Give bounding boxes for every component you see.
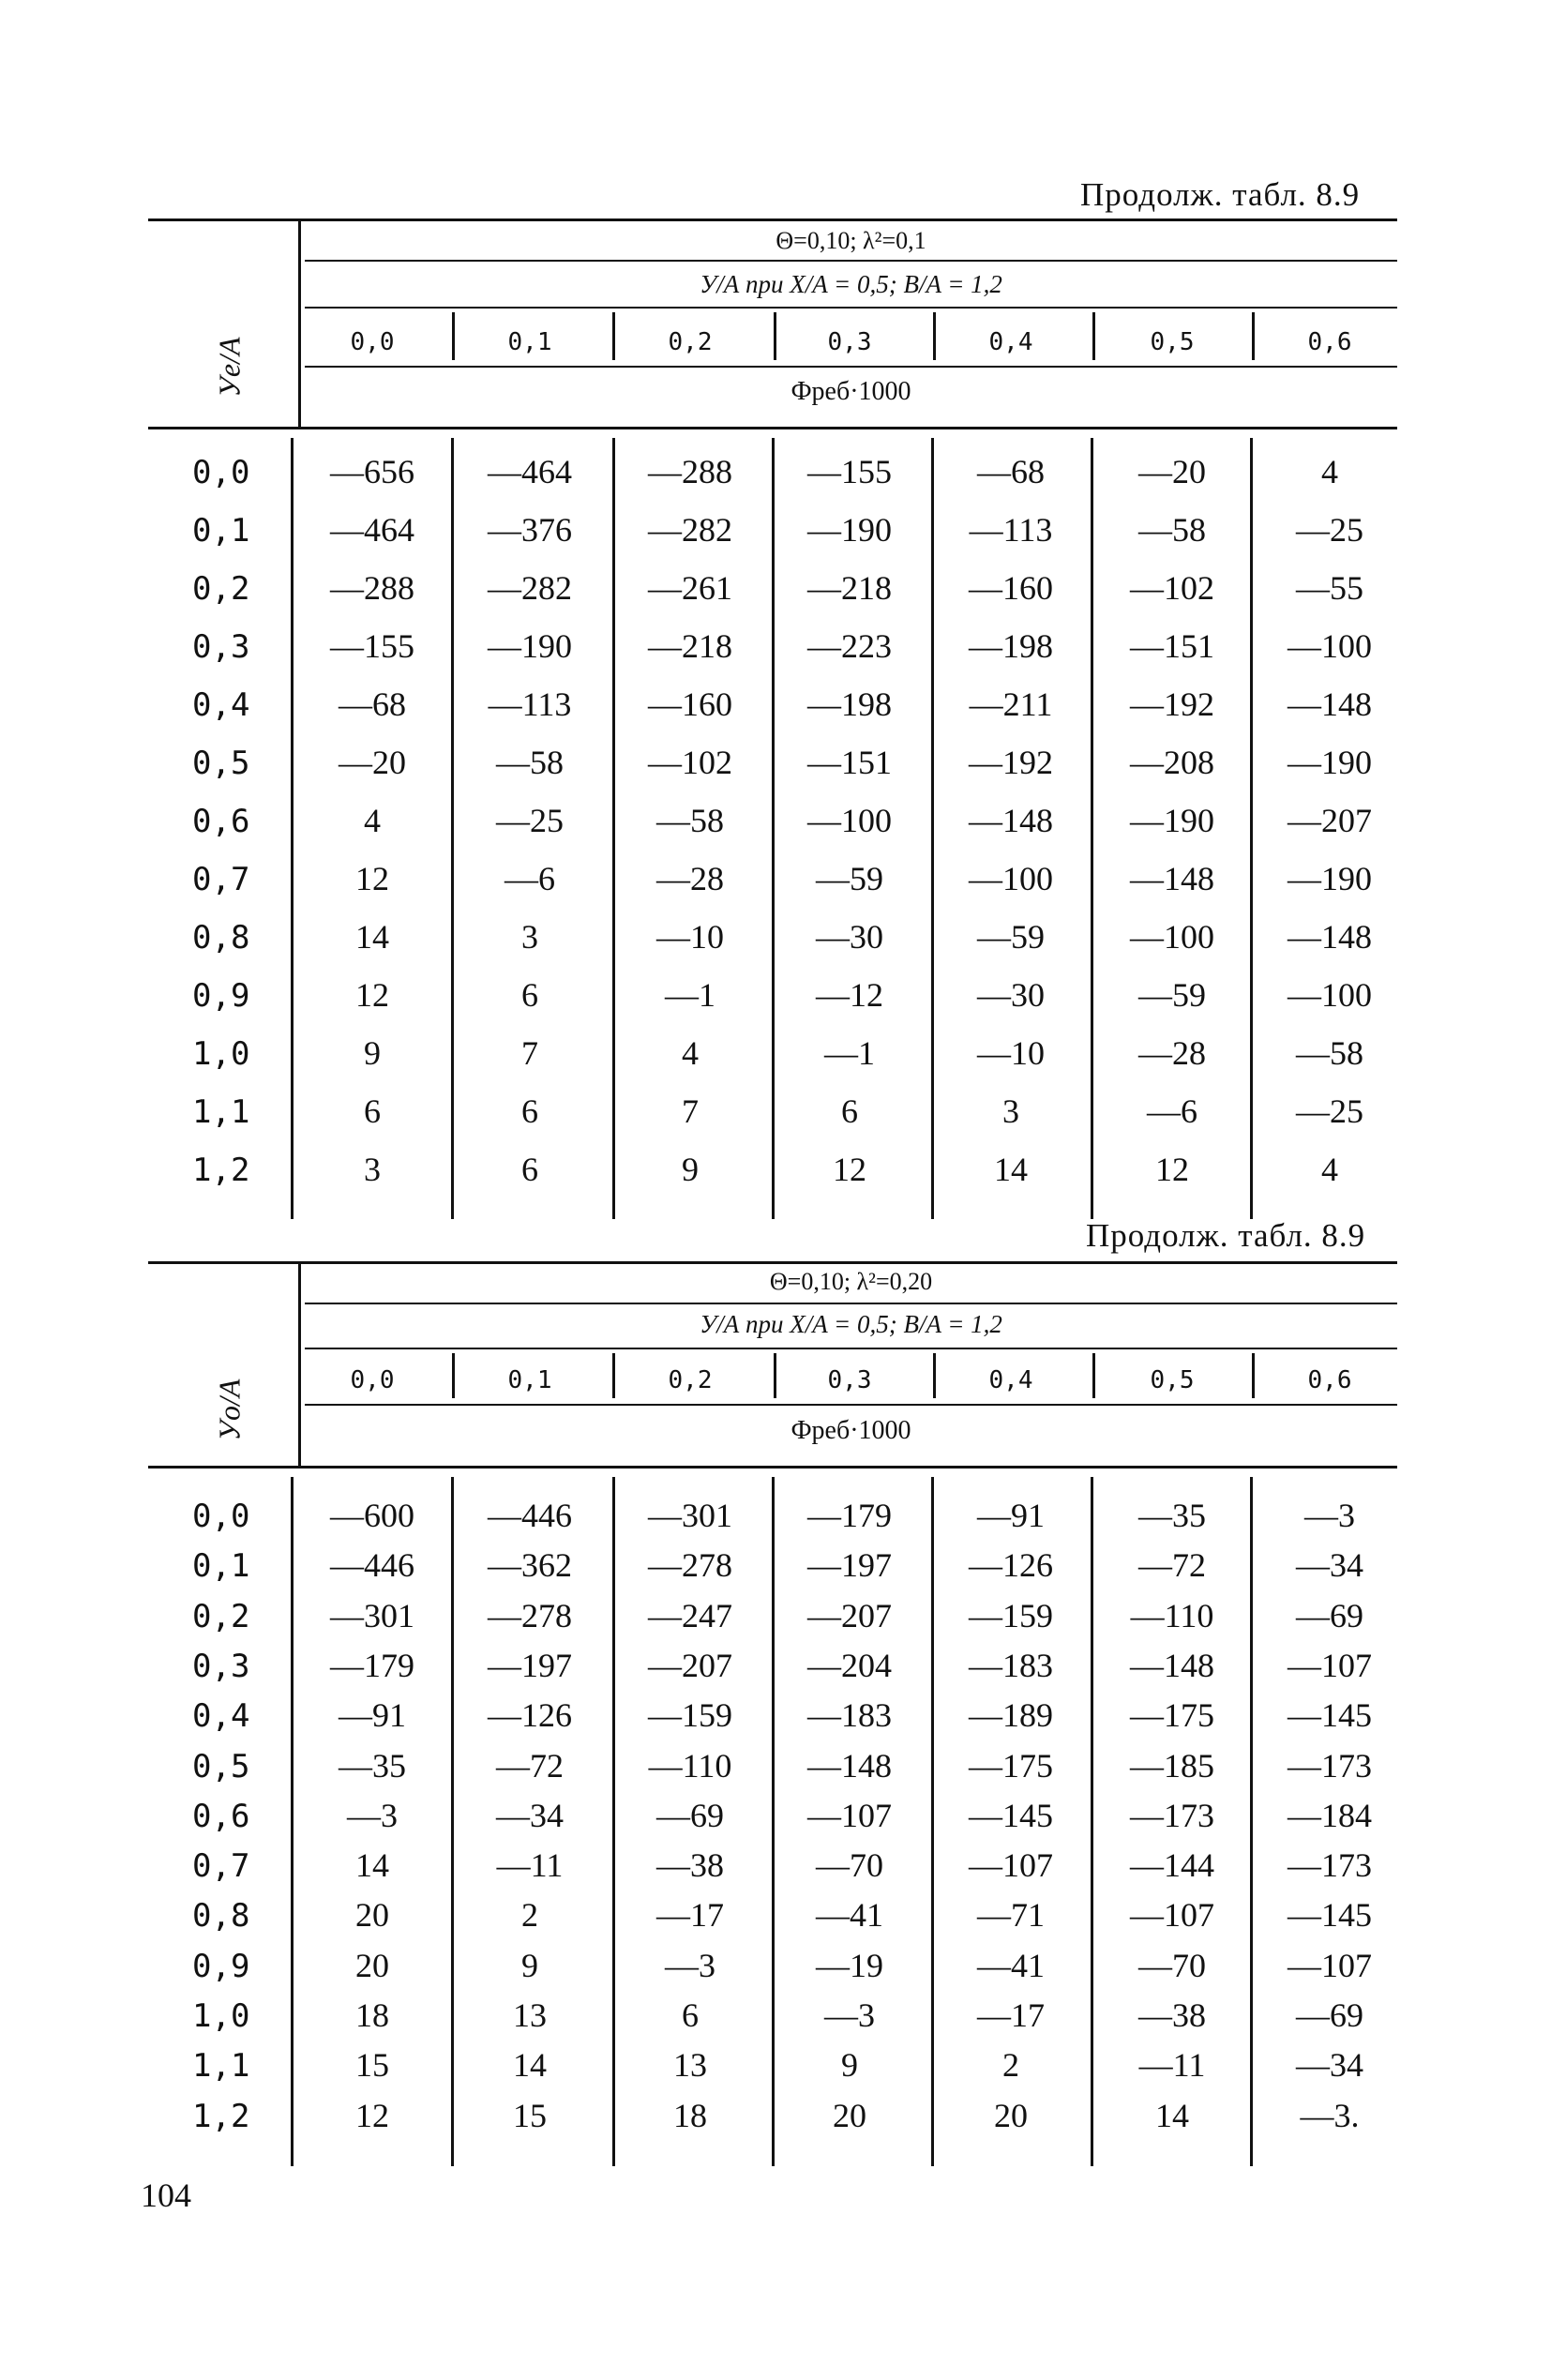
table-params: Θ=0,10; λ²=0,20 <box>769 1268 933 1295</box>
value-label: Фреб·1000 <box>791 1416 911 1445</box>
table-cell: —197 <box>488 1646 572 1684</box>
page-number: 104 <box>141 2177 191 2214</box>
table-cell: —173 <box>1287 1746 1372 1785</box>
table-cell: —71 <box>977 1896 1045 1935</box>
table-cell: —151 <box>1130 627 1214 665</box>
table-cell: 20 <box>994 2096 1028 2134</box>
table-cell: 3 <box>521 918 538 956</box>
table-cell: 14 <box>355 1846 389 1885</box>
table-cell: —160 <box>648 685 732 723</box>
rule-line <box>305 260 1397 262</box>
table-cell: —464 <box>488 453 572 490</box>
table-cell: 6 <box>364 1092 381 1130</box>
row-y-value: 0,5 <box>192 745 250 782</box>
rule-line <box>148 1466 1397 1469</box>
table-cell: 15 <box>513 2096 547 2134</box>
table-cell: 12 <box>355 2096 389 2134</box>
table-cell: —34 <box>1296 1546 1363 1585</box>
rule-line <box>148 1261 1397 1264</box>
row-y-value: 1,1 <box>192 2047 250 2086</box>
row-y-value: 1,0 <box>192 1997 250 2035</box>
table-params: Θ=0,10; λ²=0,1 <box>776 227 926 254</box>
table-cell: —278 <box>648 1546 732 1585</box>
table-cell: —656 <box>330 453 414 490</box>
row-y-value: 0,6 <box>192 1797 250 1835</box>
table-cell: —17 <box>656 1896 724 1935</box>
table-cell: —184 <box>1287 1796 1372 1834</box>
table-cell: —179 <box>807 1497 892 1534</box>
table-subheader: У/А при X/A = 0,5; B/A = 1,2 <box>700 1310 1002 1338</box>
table-cell: —148 <box>1130 1646 1214 1684</box>
row-y-value: 0,3 <box>192 628 250 666</box>
table-cell: —100 <box>1287 976 1372 1014</box>
table-cell: —173 <box>1130 1796 1214 1834</box>
row-y-value: 0,0 <box>192 1498 250 1535</box>
column-divider <box>1092 312 1095 360</box>
column-header: 0,1 <box>507 328 552 356</box>
table-cell: 9 <box>682 1151 699 1188</box>
table-cell: 20 <box>355 1896 389 1935</box>
table-cell: 9 <box>364 1034 381 1072</box>
table-cell: —1 <box>665 976 715 1014</box>
row-y-value: 0,2 <box>192 1597 250 1635</box>
row-y-value: 0,0 <box>192 454 250 491</box>
table-cell: —58 <box>1138 511 1206 549</box>
row-y-value: 0,2 <box>192 570 250 608</box>
table-cell: —30 <box>816 918 883 956</box>
column-header: 0,6 <box>1307 1366 1352 1394</box>
rule-line <box>305 1404 1397 1406</box>
table-cell: —68 <box>977 453 1045 490</box>
row-y-value: 0,9 <box>192 1947 250 1985</box>
table-cell: 4 <box>1321 1151 1338 1188</box>
column-divider <box>612 1353 615 1398</box>
table-cell: 6 <box>682 1996 699 2034</box>
table-cell: —204 <box>807 1646 892 1684</box>
table-cell: 12 <box>1155 1151 1189 1188</box>
table-cell: 6 <box>521 1092 538 1130</box>
table-cell: —55 <box>1296 569 1363 607</box>
column-header: 0,3 <box>827 1366 872 1394</box>
table-cell: —3. <box>1300 2096 1360 2134</box>
row-y-value: 0,3 <box>192 1647 250 1685</box>
table-cell: —107 <box>807 1796 892 1834</box>
table-cell: —35 <box>1138 1497 1206 1534</box>
row-y-value: 0,1 <box>192 512 250 550</box>
table-cell: —91 <box>977 1497 1045 1534</box>
table-cell: 13 <box>673 2046 707 2085</box>
table-subheader: У/А при X/A = 0,5; B/A = 1,2 <box>700 270 1002 298</box>
rule-line <box>305 1348 1397 1349</box>
rule-line <box>305 1303 1397 1304</box>
column-header: 0,2 <box>668 328 713 356</box>
table-cell: —247 <box>648 1596 732 1634</box>
row-y-value: 1,2 <box>192 1152 250 1189</box>
table-cell: —102 <box>648 744 732 781</box>
table-cell: —190 <box>807 511 892 549</box>
table-cell: —175 <box>1130 1696 1214 1735</box>
table-cell: —144 <box>1130 1846 1214 1885</box>
table-cell: —173 <box>1287 1846 1372 1885</box>
table-cell: —278 <box>488 1596 572 1634</box>
table-cell: 2 <box>1002 2046 1019 2085</box>
table-cell: —100 <box>1130 918 1214 956</box>
table-cell: —282 <box>648 511 732 549</box>
table-cell: —190 <box>1287 744 1372 781</box>
table-cell: —301 <box>648 1497 732 1534</box>
table-cell: —301 <box>330 1596 414 1634</box>
table-cell: —282 <box>488 569 572 607</box>
table-cell: —28 <box>1138 1034 1206 1072</box>
table-cell: —376 <box>488 511 572 549</box>
table-cell: 20 <box>355 1946 389 1984</box>
row-y-value: 0,8 <box>192 919 250 957</box>
column-header: 0,4 <box>988 328 1033 356</box>
column-divider <box>933 1353 936 1398</box>
table-cell: —1 <box>824 1034 875 1072</box>
table-cell: —151 <box>807 744 892 781</box>
table-cell: —58 <box>1296 1034 1363 1072</box>
table-cell: —34 <box>1296 2046 1363 2085</box>
table-cell: —148 <box>969 802 1053 839</box>
table-cell: —192 <box>969 744 1053 781</box>
table-cell: —107 <box>1287 1946 1372 1984</box>
table-cell: —288 <box>648 453 732 490</box>
table-cell: —148 <box>807 1746 892 1785</box>
column-divider <box>452 312 455 360</box>
table-cell: —288 <box>330 569 414 607</box>
table-cell: —207 <box>648 1646 732 1684</box>
table-cell: —446 <box>330 1546 414 1585</box>
table-cell: —110 <box>1130 1596 1214 1634</box>
table-cell: 9 <box>521 1946 538 1984</box>
table-cell: —35 <box>339 1746 406 1785</box>
table-cell: —148 <box>1287 918 1372 956</box>
table-cell: 9 <box>841 2046 858 2085</box>
table-cell: —34 <box>496 1796 564 1834</box>
column-header: 0,5 <box>1150 1366 1195 1394</box>
table-cell: 12 <box>833 1151 866 1188</box>
table-cell: —70 <box>1138 1946 1206 1984</box>
table-cell: —69 <box>1296 1596 1363 1634</box>
column-divider <box>933 312 936 360</box>
table-cell: —190 <box>488 627 572 665</box>
table-cell: —6 <box>504 860 555 897</box>
table-cell: —28 <box>656 860 724 897</box>
table-cell: —185 <box>1130 1746 1214 1785</box>
row-y-value: 0,9 <box>192 977 250 1015</box>
table-cell: —100 <box>807 802 892 839</box>
table-cell: —69 <box>1296 1996 1363 2034</box>
table-cell: 18 <box>673 2096 707 2134</box>
table-cell: —59 <box>1138 976 1206 1014</box>
table-cell: —113 <box>969 511 1053 549</box>
table-cell: —41 <box>977 1946 1045 1984</box>
table-cell: —207 <box>1287 802 1372 839</box>
table-cell: —100 <box>969 860 1053 897</box>
table-cell: 18 <box>355 1996 389 2034</box>
table-cell: 12 <box>355 860 389 897</box>
table-cell: 3 <box>364 1151 381 1188</box>
table-cell: 6 <box>521 976 538 1014</box>
table-cell: 2 <box>521 1896 538 1935</box>
table-cell: —446 <box>488 1497 572 1534</box>
table-cell: —3 <box>347 1796 398 1834</box>
table-cell: 4 <box>1321 453 1338 490</box>
table-cell: —20 <box>339 744 406 781</box>
table-cell: —3 <box>1304 1497 1355 1534</box>
table-cell: —70 <box>816 1846 883 1885</box>
table-cell: —110 <box>648 1746 732 1785</box>
table-cell: —600 <box>330 1497 414 1534</box>
table-cell: —68 <box>339 685 406 723</box>
table-cell: —107 <box>1130 1896 1214 1935</box>
rule-line <box>148 218 1397 221</box>
table-cell: 14 <box>355 918 389 956</box>
table-cell: —197 <box>807 1546 892 1585</box>
table-cell: —464 <box>330 511 414 549</box>
column-divider <box>1092 1353 1095 1398</box>
value-label: Фреб·1000 <box>791 377 911 406</box>
table-cell: 13 <box>513 1996 547 2034</box>
rule-line <box>305 307 1397 309</box>
table-cell: —11 <box>1138 2046 1206 2085</box>
table-cell: —19 <box>816 1946 883 1984</box>
table-cell: —159 <box>648 1696 732 1735</box>
table-cell: —183 <box>969 1646 1053 1684</box>
table-cell: —192 <box>1130 685 1214 723</box>
column-header: 0,2 <box>668 1366 713 1394</box>
table-cell: —72 <box>496 1746 564 1785</box>
table-cell: —69 <box>656 1796 724 1834</box>
table-cell: —155 <box>807 453 892 490</box>
table-cell: —25 <box>496 802 564 839</box>
table-cell: —198 <box>807 685 892 723</box>
table-cell: 14 <box>994 1151 1028 1188</box>
table-cell: 12 <box>355 976 389 1014</box>
table-caption: Продолж. табл. 8.9 <box>1086 1217 1366 1254</box>
column-header: 0,6 <box>1307 328 1352 356</box>
row-y-value: 0,8 <box>192 1897 250 1936</box>
table-cell: —175 <box>969 1746 1053 1785</box>
table-cell: —145 <box>969 1796 1053 1834</box>
column-header: 0,3 <box>827 328 872 356</box>
row-y-value: 0,4 <box>192 686 250 724</box>
column-header: 0,1 <box>507 1366 552 1394</box>
table-cell: —20 <box>1138 453 1206 490</box>
row-y-value: 1,0 <box>192 1035 250 1073</box>
table-cell: —189 <box>969 1696 1053 1735</box>
table-cell: —126 <box>488 1696 572 1735</box>
table-cell: —10 <box>977 1034 1045 1072</box>
table-cell: —362 <box>488 1546 572 1585</box>
table-cell: —59 <box>977 918 1045 956</box>
table-cell: —10 <box>656 918 724 956</box>
table-cell: —145 <box>1287 1696 1372 1735</box>
table-cell: —100 <box>1287 627 1372 665</box>
table-cell: —58 <box>496 744 564 781</box>
table-cell: 6 <box>521 1151 538 1188</box>
row-y-value: 0,4 <box>192 1697 250 1736</box>
table-cell: —183 <box>807 1696 892 1735</box>
row-y-value: 0,7 <box>192 1847 250 1886</box>
table-cell: —198 <box>969 627 1053 665</box>
table-cell: —145 <box>1287 1896 1372 1935</box>
column-divider <box>1252 1353 1255 1398</box>
row-axis-label: Уo/A <box>212 1378 247 1441</box>
column-divider <box>774 1353 776 1398</box>
table-cell: —107 <box>1287 1646 1372 1684</box>
rule-line <box>305 366 1397 368</box>
row-axis-label: Уe/A <box>212 337 247 398</box>
column-divider <box>452 1353 455 1398</box>
table-cell: 7 <box>682 1092 699 1130</box>
column-header: 0,0 <box>350 1366 395 1394</box>
table-cell: —218 <box>648 627 732 665</box>
table-cell: —58 <box>656 802 724 839</box>
table-cell: —91 <box>339 1696 406 1735</box>
table-cell: —25 <box>1296 511 1363 549</box>
row-y-value: 0,7 <box>192 861 250 898</box>
column-divider <box>612 312 615 360</box>
table-cell: —102 <box>1130 569 1214 607</box>
table-cell: —223 <box>807 627 892 665</box>
table-cell: —160 <box>969 569 1053 607</box>
table-cell: 14 <box>513 2046 547 2085</box>
row-y-value: 0,6 <box>192 803 250 840</box>
table-cell: —148 <box>1287 685 1372 723</box>
table-cell: —190 <box>1287 860 1372 897</box>
table-cell: —3 <box>824 1996 875 2034</box>
table-cell: —126 <box>969 1546 1053 1585</box>
table-cell: —159 <box>969 1596 1053 1634</box>
table-cell: 3 <box>1002 1092 1019 1130</box>
column-header: 0,5 <box>1150 328 1195 356</box>
table-cell: —211 <box>969 685 1053 723</box>
table-cell: —72 <box>1138 1546 1206 1585</box>
table-cell: —12 <box>816 976 883 1014</box>
table-cell: —207 <box>807 1596 892 1634</box>
table-cell: —107 <box>969 1846 1053 1885</box>
rule-line <box>148 427 1397 429</box>
table-cell: —6 <box>1147 1092 1197 1130</box>
table-cell: —17 <box>977 1996 1045 2034</box>
table-cell: —41 <box>816 1896 883 1935</box>
table-cell: —30 <box>977 976 1045 1014</box>
table-cell: 7 <box>521 1034 538 1072</box>
row-y-value: 0,5 <box>192 1747 250 1785</box>
table-cell: —218 <box>807 569 892 607</box>
table-cell: —38 <box>656 1846 724 1885</box>
table-cell: —179 <box>330 1646 414 1684</box>
table-cell: 15 <box>355 2046 389 2085</box>
column-header: 0,4 <box>988 1366 1033 1394</box>
table-cell: —190 <box>1130 802 1214 839</box>
table-caption: Продолж. табл. 8.9 <box>1080 176 1361 213</box>
table-cell: —59 <box>816 860 883 897</box>
table-cell: —261 <box>648 569 732 607</box>
row-y-value: 1,1 <box>192 1093 250 1131</box>
column-header: 0,0 <box>350 328 395 356</box>
table-cell: —148 <box>1130 860 1214 897</box>
column-divider <box>298 1261 301 1466</box>
row-y-value: 0,1 <box>192 1547 250 1586</box>
column-divider <box>1252 312 1255 360</box>
table-cell: —11 <box>496 1846 564 1885</box>
table-cell: 20 <box>833 2096 866 2134</box>
table-cell: —113 <box>488 685 572 723</box>
table-cell: 4 <box>364 802 381 839</box>
row-y-value: 1,2 <box>192 2097 250 2135</box>
column-divider <box>298 218 301 427</box>
table-cell: 14 <box>1155 2096 1189 2134</box>
table-cell: —25 <box>1296 1092 1363 1130</box>
column-divider <box>774 312 776 360</box>
table-cell: 4 <box>682 1034 699 1072</box>
table-cell: —3 <box>665 1946 715 1984</box>
table-cell: —155 <box>330 627 414 665</box>
table-cell: —208 <box>1130 744 1214 781</box>
table-cell: 6 <box>841 1092 858 1130</box>
table-cell: —38 <box>1138 1996 1206 2034</box>
